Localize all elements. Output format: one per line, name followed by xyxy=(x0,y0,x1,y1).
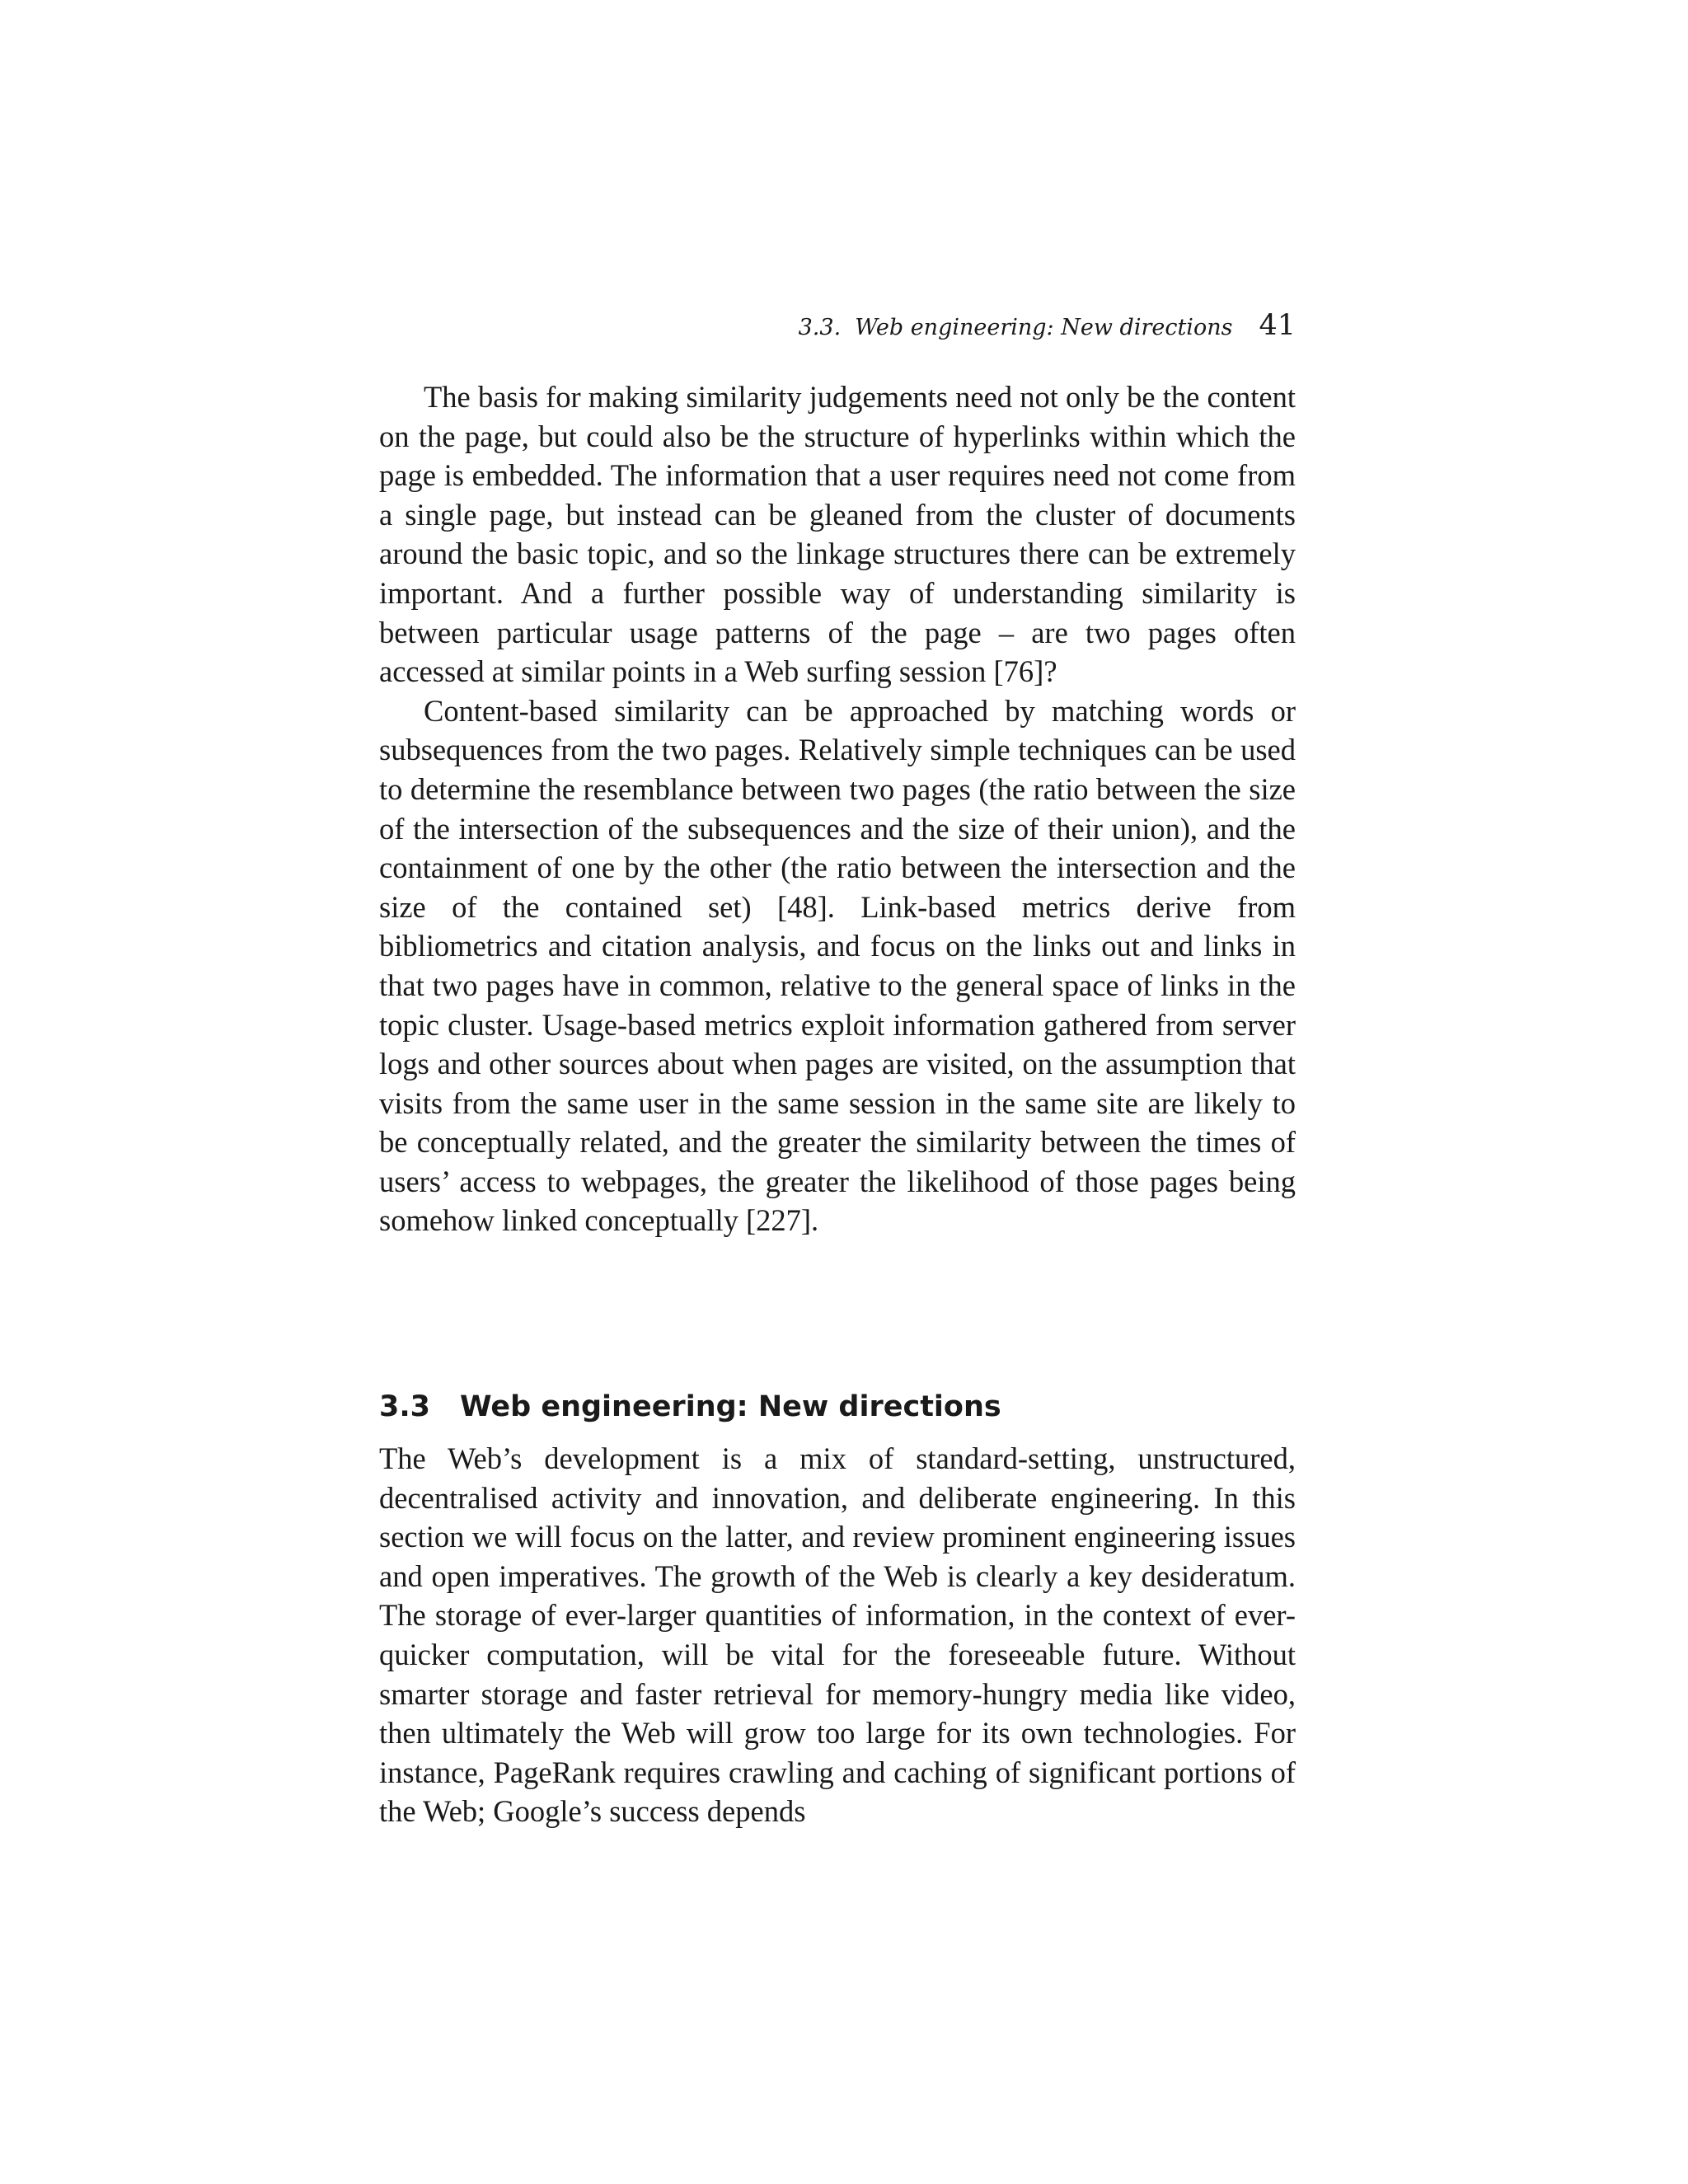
running-header xyxy=(379,309,1296,350)
running-title: 3.3. Web engineering: New directions xyxy=(798,315,1233,340)
body-text-top xyxy=(379,377,1296,1240)
paragraph-similarity-basis: The basis for making similarity judgements need not only be the content on the page, but could also be the structure of hyperlinks within which the page is embedded. The information that a user requires need not come from a single page, but instead can be gleaned from the cluster of documents around the basic topic, and so the linkage structures there can be extremely important. And a further possible way of understanding similarity is between particular usage patterns of the page – are two pages often accessed at similar points in a Web surfing session [76]? xyxy=(379,380,1296,689)
paragraph-content-based-similarity: Content-based similarity can be approached by matching words or subsequences from the two pages. Relatively simple techniques can be used to determine the resemblance between two pages (the ratio between the size of the intersection of the subsequences and the size of their union), and the containment of one by the other (the ratio between the intersection and the size of the contained set) [48]. Link-based metrics derive from bibliometrics and citation analysis, and focus on the links out and links in that two pages have in common, relative to the general space of links in the topic cluster. Usage-based metrics exploit information gathered from server logs and other sources about when pages are visited, on the assumption that visits from the same user in the same session in the same site are likely to be conceptually related, and the greater the similarity between the times of users’ access to webpages, the greater the likelihood of those pages being somehow linked conceptually [227]. xyxy=(379,693,1296,1238)
body-text-section xyxy=(379,1439,1296,1831)
paragraph-web-development: The Web’s development is a mix of standard-setting, unstructured, decentralised activity and innovation, and deliberate engineering. In this section we will focus on the latter, and review prominent engineering issues and open imperatives. The growth of the Web is clearly a key desideratum. The storage of ever-larger quantities of information, in the context of ever-quicker computation, will be vital for the foreseeable future. Without smarter storage and faster retrieval for memory-hungry media like video, then ultimately the Web will grow too large for its own technologies. For instance, PageRank requires crawling and caching of significant portions of the Web; Google’s success depends xyxy=(379,1441,1296,1829)
section-heading xyxy=(379,1390,1296,1436)
page-number: 41 xyxy=(1259,309,1296,342)
section-number: 3.3 xyxy=(379,1390,431,1424)
section-title: Web engineering: New directions xyxy=(460,1390,1001,1424)
